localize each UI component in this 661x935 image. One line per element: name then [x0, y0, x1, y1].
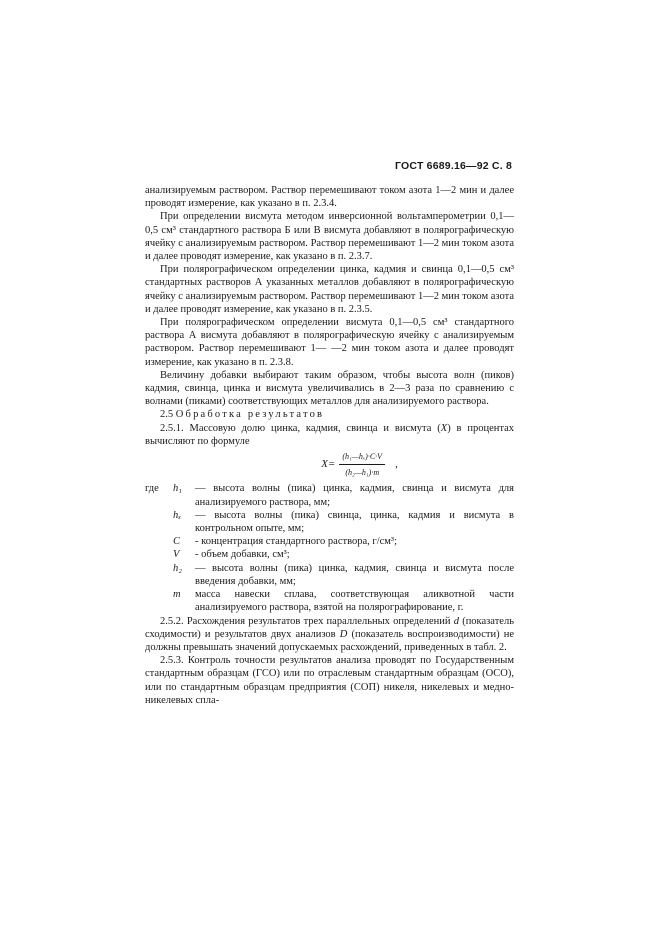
formula-trail: ,: [395, 458, 398, 471]
definition-symbol: m: [173, 589, 181, 601]
paragraph-zinc-cadmium-lead: При полярографическом определении цинка, кадмия и свинца 0,1—0,5 см³ стандартных растворов А указанных металлов добавляют в полярографическую ячейку с анализируемым раствором. Раствор перемешивают 1—2 мин током азота и далее проводят измерение, как указано в п. 2.3.5.: [145, 264, 514, 315]
document-body: [145, 184, 514, 707]
paragraph-2-5-3: 2.5.3. Контроль точности результатов анализа проводят по Государственным стандартным образцам (ГСО) или по отраслевым стандартным образцам (ОСО), или по стандартным образцам предприятия (СОП) никеля, никелевых и медно-никелевых спла-: [145, 655, 514, 706]
paragraph-continuation: анализируемым раствором. Раствор перемешивают током азота 1—2 мин и далее проводят измерение, как указано в п. 2.3.4.: [145, 185, 514, 210]
formula: [205, 450, 514, 479]
paragraph-additive-size: Величину добавки выбирают таким образом, чтобы высота волн (пиков) кадмия, свинца, цинка и висмута увеличивались в 2—3 раза по сравнению с волнами (пиками) соответствующих металлов для анализируемого раствора.: [145, 369, 514, 408]
formula-fraction: [339, 450, 385, 479]
paragraph-2-5-2: 2.5.2. Расхождения результатов трех параллельных определений d (показатель сходимости) и результатов двух анализов D (показатель воспроизводимости) не должны превышать значений допускаемых расхождений, приведенных в табл. 2.: [145, 615, 514, 653]
page-header: ГОСТ 6689.16—92 С. 8: [395, 160, 512, 172]
definition-symbol: h₂: [173, 562, 182, 574]
definition-text: масса навески сплава, соответствующая аликвотной части анализируемого раствора, взятой на полярографирование, г.: [195, 589, 514, 614]
variable-x: X: [440, 422, 448, 434]
section-number: 2.5: [160, 409, 174, 421]
definition-symbol: h₁: [173, 483, 182, 495]
where-word: где: [145, 483, 159, 495]
paragraph-bismuth-polarography: При полярографическом определении висмута 0,1—0,5 см³ стандартного раствора А висмута добавляют в полярографическую ячейку с анализируемым раствором. Раствор перемешивают 1— —2 мин током азота и далее проводят измерение, как указано в п. 2.3.8.: [145, 317, 514, 368]
section-heading: [145, 408, 514, 421]
definitions-list: [145, 482, 514, 614]
definition-text: — высота волны (пика) цинка, кадмия, свинца и висмута для анализируемого раствора, мм;: [195, 483, 514, 508]
variable-D: D: [339, 628, 348, 640]
definition-symbol: hₓ: [173, 509, 182, 521]
formula-numerator: (h₁—hₓ)·C·V: [339, 450, 385, 465]
definition-symbol: C: [173, 536, 181, 548]
formula-denominator: (h₂—h₁)·m: [345, 468, 380, 478]
formula-lhs: X=: [321, 458, 336, 471]
paragraph-bismuth-voltammetry: При определении висмута методом инверсионной вольтамперометрии 0,1—0,5 см³ стандартного раствора Б или В висмута добавляют в полярографическую ячейку с анализируемым раствором. Раствор перемешивают 1—2 мин током азота и далее проводят измерение, как указано в п. 2.3.7.: [145, 211, 514, 263]
paragraph-2-5-1: 2.5.1. Массовую долю цинка, кадмия, свинца и висмута (X) в процентах вычисляют по формуле: [145, 422, 514, 447]
definition-text: - объем добавки, см³;: [195, 549, 290, 561]
section-title: Обработка результатов: [175, 409, 325, 421]
definition-text: — высота волны (пика) цинка, кадмия, свинца и висмута после введения добавки, мм;: [195, 562, 514, 587]
definition-text: — высота волны (пика) свинца, цинка, кадмия и висмута в контрольном опыте, мм;: [195, 509, 515, 535]
variable-d: d: [453, 615, 459, 627]
definition-text: - концентрация стандартного раствора, г/см³;: [195, 536, 397, 548]
definition-symbol: V: [173, 549, 180, 561]
